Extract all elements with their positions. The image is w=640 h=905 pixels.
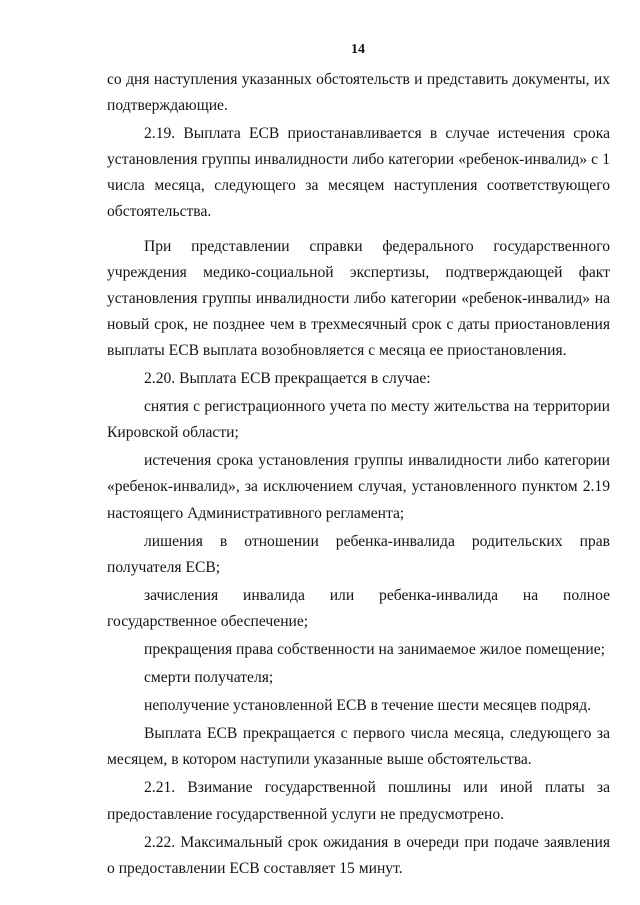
list-item-deregistration: снятия с регистрационного учета по месту жительства на территории Кировской области; [107, 398, 610, 442]
list-item-state-support: зачисления инвалида или ребенка-инвалида на полное государственное обеспечение; [107, 586, 610, 630]
paragraph-2-20: 2.20. Выплата ЕСВ прекращается в случае: [144, 370, 431, 388]
paragraph-certificate: При представлении справки федерального государственного учреждения медико-социальной экспертизы, подтверждающей факт установления группы инвалидности либо категории «ребенок-инвалид» на новый срок, не позднее чем в трехмесячный срок с даты приостановления выплаты ЕСВ выплата возобновляется с месяца ее приостановления. [107, 237, 610, 359]
list-item-non-receipt: неполучение установленной ЕСВ в течение шести месяцев подряд. [144, 697, 592, 715]
paragraph-2-21: 2.21. Взимание государственной пошлины или иной платы за предоставление государственной услуги не предусмотрено. [107, 779, 610, 823]
list-item-property-rights: прекращения права собственности на занимаемое жилое помещение; [144, 640, 605, 658]
list-item-disability-expiry: истечения срока установления группы инвалидности либо категории «ребенок-инвалид», за исключением случая, установленного пунктом 2.19 настоящего Административного регламента; [107, 452, 610, 522]
list-item-parental-rights: лишения в отношении ребенка-инвалида родительских прав получателя ЕСВ; [107, 532, 610, 576]
paragraph-termination-date: Выплата ЕСВ прекращается с первого числа месяца, следующего за месяцем, в котором наступили указанные выше обстоятельства. [107, 725, 610, 769]
page-number: 14 [351, 42, 365, 57]
paragraph-2-22: 2.22. Максимальный срок ожидания в очереди при подаче заявления о предоставлении ЕСВ составляет 15 минут. [107, 833, 610, 877]
paragraph-continuation: со дня наступления указанных обстоятельств и представить документы, их подтверждающие. [107, 71, 610, 115]
paragraph-2-19: 2.19. Выплата ЕСВ приостанавливается в случае истечения срока установления группы инвалидности либо категории «ребенок-инвалид» с 1 числа месяца, следующего за месяцем наступления соответствующего обстоятельства. [107, 125, 610, 221]
document-body [107, 67, 610, 882]
list-item-death: смерти получателя; [144, 669, 274, 687]
